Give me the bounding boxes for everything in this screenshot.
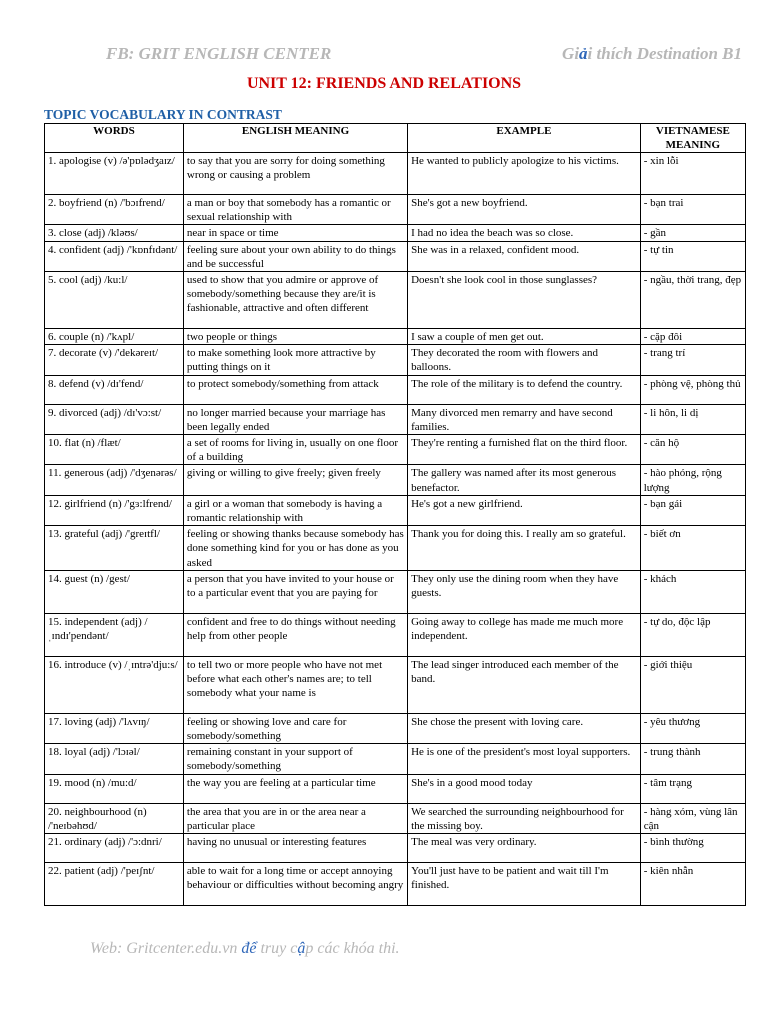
example-cell: I saw a couple of men get out.: [408, 329, 641, 345]
footer-mid: truy c: [256, 940, 298, 957]
vietnamese-meaning-cell: - bình thường: [640, 834, 745, 863]
table-row: [45, 803, 746, 833]
vietnamese-meaning-cell: - tự tin: [640, 241, 745, 271]
footer-post: p các khóa thi.: [305, 940, 400, 957]
english-meaning-cell: a set of rooms for living in, usually on one floor of a building: [183, 435, 407, 465]
vietnamese-meaning-cell: - tâm trạng: [640, 774, 745, 803]
english-meaning-cell: having no unusual or interesting features: [183, 834, 407, 863]
word-cell: 20. neighbourhood (n) /'neɪbəhʊd/: [45, 803, 184, 833]
word-cell: 8. defend (v) /dɪ'fend/: [45, 375, 184, 404]
vietnamese-meaning-cell: - bạn trai: [640, 195, 745, 225]
vocabulary-table: [44, 123, 746, 906]
vietnamese-meaning-cell: - yêu thương: [640, 713, 745, 743]
english-meaning-cell: the way you are feeling at a particular time: [183, 774, 407, 803]
word-cell: 2. boyfriend (n) /'bɔɪfrend/: [45, 195, 184, 225]
english-meaning-cell: able to wait for a long time or accept annoying behaviour or difficulties without becoming angry: [183, 863, 407, 906]
header-right-pre: Gi: [562, 44, 580, 63]
english-meaning-cell: to say that you are sorry for doing something wrong or causing a problem: [183, 153, 407, 195]
vietnamese-meaning-cell: - ngầu, thời trang, đẹp: [640, 272, 745, 329]
word-cell: 10. flat (n) /flæt/: [45, 435, 184, 465]
english-meaning-cell: a person that you have invited to your house or to a particular event that you are paying for: [183, 570, 407, 613]
vietnamese-meaning-cell: - hàng xóm, vùng lân cận: [640, 803, 745, 833]
english-meaning-cell: to tell two or more people who have not met before what each other's names are; to tell somebody what your name is: [183, 656, 407, 713]
table-row: [45, 656, 746, 713]
english-meaning-cell: feeling or showing thanks because somebody has done something kind for you or has done as you asked: [183, 526, 407, 571]
vietnamese-meaning-cell: - trung thành: [640, 744, 745, 774]
footer-pre: Web: Gritcenter.edu.vn: [90, 940, 242, 957]
table-row: [45, 435, 746, 465]
header-left: FB: GRIT ENGLISH CENTER: [106, 44, 332, 63]
table-row: [45, 329, 746, 345]
example-cell: The gallery was named after its most generous benefactor.: [408, 465, 641, 495]
english-meaning-cell: to protect somebody/something from attack: [183, 375, 407, 404]
header-right: [562, 44, 742, 64]
english-meaning-cell: no longer married because your marriage has been legally ended: [183, 404, 407, 434]
vietnamese-meaning-cell: - khách: [640, 570, 745, 613]
table-row: [45, 153, 746, 195]
vietnamese-meaning-cell: - hào phóng, rộng lượng: [640, 465, 745, 495]
table-row: [45, 495, 746, 525]
english-meaning-cell: a girl or a woman that somebody is having a romantic relationship with: [183, 495, 407, 525]
vietnamese-meaning-cell: - bạn gái: [640, 495, 745, 525]
example-cell: I had no idea the beach was so close.: [408, 225, 641, 241]
example-cell: We searched the surrounding neighbourhood for the missing boy.: [408, 803, 641, 833]
word-cell: 21. ordinary (adj) /'ɔ:dnri/: [45, 834, 184, 863]
col-header-english-meaning: ENGLISH MEANING: [183, 124, 407, 153]
vietnamese-meaning-cell: - gần: [640, 225, 745, 241]
vietnamese-meaning-cell: - cặp đôi: [640, 329, 745, 345]
vietnamese-meaning-cell: - trang trí: [640, 345, 745, 375]
table-row: [45, 863, 746, 906]
word-cell: 18. loyal (adj) /'lɔɪəl/: [45, 744, 184, 774]
example-cell: He is one of the president's most loyal supporters.: [408, 744, 641, 774]
word-cell: 14. guest (n) /gest/: [45, 570, 184, 613]
vietnamese-meaning-cell: - giới thiệu: [640, 656, 745, 713]
example-cell: She's in a good mood today: [408, 774, 641, 803]
table-row: [45, 713, 746, 743]
vietnamese-meaning-cell: - kiên nhẫn: [640, 863, 745, 906]
table-row: [45, 272, 746, 329]
table-row: [45, 195, 746, 225]
example-cell: They're renting a furnished flat on the third floor.: [408, 435, 641, 465]
example-cell: Doesn't she look cool in those sunglasses?: [408, 272, 641, 329]
section-subtitle: TOPIC VOCABULARY IN CONTRAST: [44, 107, 282, 122]
word-cell: 15. independent (adj) /ˌɪndɪ'pendənt/: [45, 613, 184, 656]
header-right-post: i thích Destination B1: [587, 44, 742, 63]
word-cell: 9. divorced (adj) /dɪ'vɔ:st/: [45, 404, 184, 434]
col-header-example: EXAMPLE: [408, 124, 641, 153]
col-header-words: WORDS: [45, 124, 184, 153]
table-row: [45, 241, 746, 271]
table-row: [45, 526, 746, 571]
table-row: [45, 345, 746, 375]
example-cell: Going away to college has made me much more independent.: [408, 613, 641, 656]
table-row: [45, 570, 746, 613]
table-row: [45, 404, 746, 434]
example-cell: You'll just have to be patient and wait till I'm finished.: [408, 863, 641, 906]
vietnamese-meaning-cell: - phòng vệ, phòng thủ: [640, 375, 745, 404]
english-meaning-cell: feeling or showing love and care for somebody/something: [183, 713, 407, 743]
example-cell: He wanted to publicly apologize to his victims.: [408, 153, 641, 195]
word-cell: 17. loving (adj) /'lʌvɪŋ/: [45, 713, 184, 743]
table-row: [45, 225, 746, 241]
word-cell: 12. girlfriend (n) /'gɜ:lfrend/: [45, 495, 184, 525]
word-cell: 19. mood (n) /mu:d/: [45, 774, 184, 803]
unit-title: UNIT 12: FRIENDS AND RELATIONS: [246, 75, 522, 92]
table-row: [45, 375, 746, 404]
english-meaning-cell: near in space or time: [183, 225, 407, 241]
header-right-highlight: ả: [579, 44, 588, 63]
example-cell: She's got a new boyfriend.: [408, 195, 641, 225]
english-meaning-cell: remaining constant in your support of somebody/something: [183, 744, 407, 774]
example-cell: He's got a new girlfriend.: [408, 495, 641, 525]
word-cell: 22. patient (adj) /'peɪʃnt/: [45, 863, 184, 906]
table-row: [45, 613, 746, 656]
footer: [90, 940, 400, 958]
english-meaning-cell: used to show that you admire or approve of somebody/something because they are/it is fashionable, attractive and often different: [183, 272, 407, 329]
vietnamese-meaning-cell: - biết ơn: [640, 526, 745, 571]
table-row: [45, 465, 746, 495]
example-cell: Many divorced men remarry and have second families.: [408, 404, 641, 434]
table-row: [45, 744, 746, 774]
example-cell: Thank you for doing this. I really am so grateful.: [408, 526, 641, 571]
word-cell: 16. introduce (v) /ˌɪntrə'dju:s/: [45, 656, 184, 713]
word-cell: 5. cool (adj) /ku:l/: [45, 272, 184, 329]
english-meaning-cell: giving or willing to give freely; given freely: [183, 465, 407, 495]
word-cell: 11. generous (adj) /'dʒenərəs/: [45, 465, 184, 495]
footer-highlight-1: để: [241, 940, 257, 957]
english-meaning-cell: the area that you are in or the area near a particular place: [183, 803, 407, 833]
word-cell: 1. apologise (v) /ə'pɒlədʒaɪz/: [45, 153, 184, 195]
english-meaning-cell: confident and free to do things without needing help from other people: [183, 613, 407, 656]
example-cell: They decorated the room with flowers and balloons.: [408, 345, 641, 375]
vietnamese-meaning-cell: - tự do, độc lập: [640, 613, 745, 656]
example-cell: The lead singer introduced each member of the band.: [408, 656, 641, 713]
table-row: [45, 774, 746, 803]
vietnamese-meaning-cell: - xin lỗi: [640, 153, 745, 195]
word-cell: 7. decorate (v) /'dekəreɪt/: [45, 345, 184, 375]
example-cell: She was in a relaxed, confident mood.: [408, 241, 641, 271]
word-cell: 13. grateful (adj) /'greɪtfl/: [45, 526, 184, 571]
vietnamese-meaning-cell: - li hôn, li dị: [640, 404, 745, 434]
example-cell: They only use the dining room when they have guests.: [408, 570, 641, 613]
example-cell: The meal was very ordinary.: [408, 834, 641, 863]
word-cell: 3. close (adj) /kləʊs/: [45, 225, 184, 241]
example-cell: The role of the military is to defend the country.: [408, 375, 641, 404]
english-meaning-cell: two people or things: [183, 329, 407, 345]
col-header-vietnamese-meaning: VIETNAMESE MEANING: [640, 124, 745, 153]
example-cell: She chose the present with loving care.: [408, 713, 641, 743]
english-meaning-cell: to make something look more attractive by putting things on it: [183, 345, 407, 375]
footer-highlight-2: ậ: [297, 940, 306, 957]
vietnamese-meaning-cell: - căn hộ: [640, 435, 745, 465]
english-meaning-cell: feeling sure about your own ability to do things and be successful: [183, 241, 407, 271]
english-meaning-cell: a man or boy that somebody has a romantic or sexual relationship with: [183, 195, 407, 225]
table-header-row: [45, 124, 746, 153]
word-cell: 4. confident (adj) /'kɒnfɪdənt/: [45, 241, 184, 271]
word-cell: 6. couple (n) /'kʌpl/: [45, 329, 184, 345]
table-row: [45, 834, 746, 863]
